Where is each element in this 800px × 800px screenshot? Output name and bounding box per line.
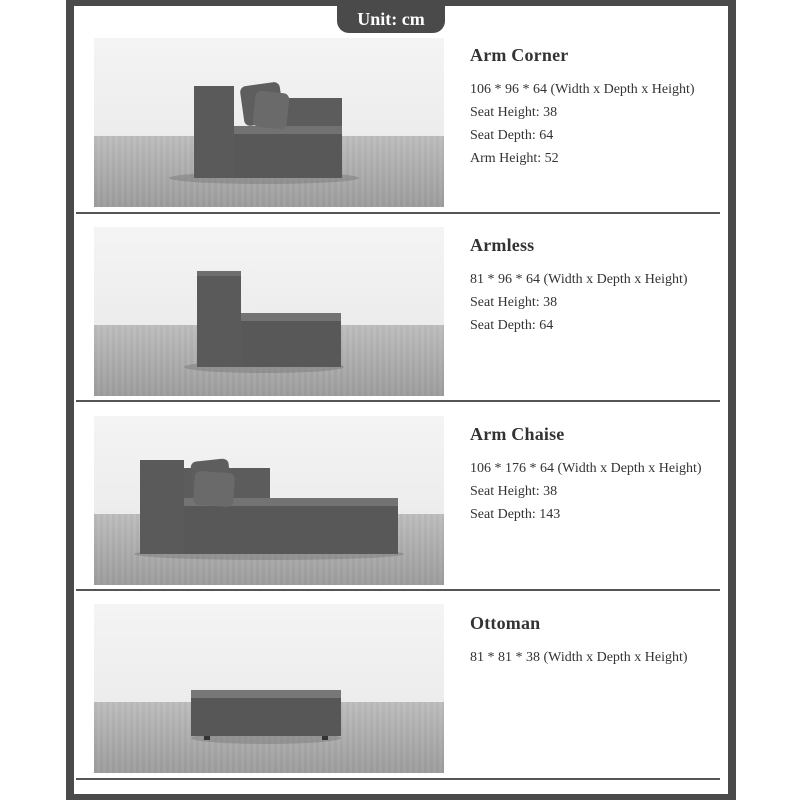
section-divider [76,778,720,780]
product-dimensions: 81 * 81 * 38 (Width x Depth x Height) [470,650,688,665]
product-arm-height: Arm Height: 52 [470,151,559,166]
section-divider [76,400,720,402]
product-name: Arm Corner [470,45,569,65]
arm-chaise-photo [94,416,444,585]
product-dimensions: 106 * 96 * 64 (Width x Depth x Height) [470,82,695,97]
product-seat-depth: Seat Depth: 64 [470,318,554,333]
product-name: Arm Chaise [470,424,565,444]
armless-photo [94,227,444,396]
product-dimensions: 106 * 176 * 64 (Width x Depth x Height) [470,461,702,476]
arm-corner-photo [94,38,444,207]
product-dimensions: 81 * 96 * 64 (Width x Depth x Height) [470,272,688,287]
arm-chaise-info [470,424,720,526]
product-seat-height: Seat Height: 38 [470,295,558,310]
section-divider [76,589,720,591]
unit-label: Unit: cm [337,6,445,33]
ottoman-info [470,613,720,669]
product-name: Ottoman [470,613,541,633]
product-seat-height: Seat Height: 38 [470,105,558,120]
armless-info [470,235,720,337]
ottoman-photo [94,604,444,773]
product-name: Armless [470,235,535,255]
section-divider [76,212,720,214]
product-seat-height: Seat Height: 38 [470,484,558,499]
arm-corner-info [470,45,720,170]
product-seat-depth: Seat Depth: 143 [470,507,561,522]
product-seat-depth: Seat Depth: 64 [470,128,554,143]
